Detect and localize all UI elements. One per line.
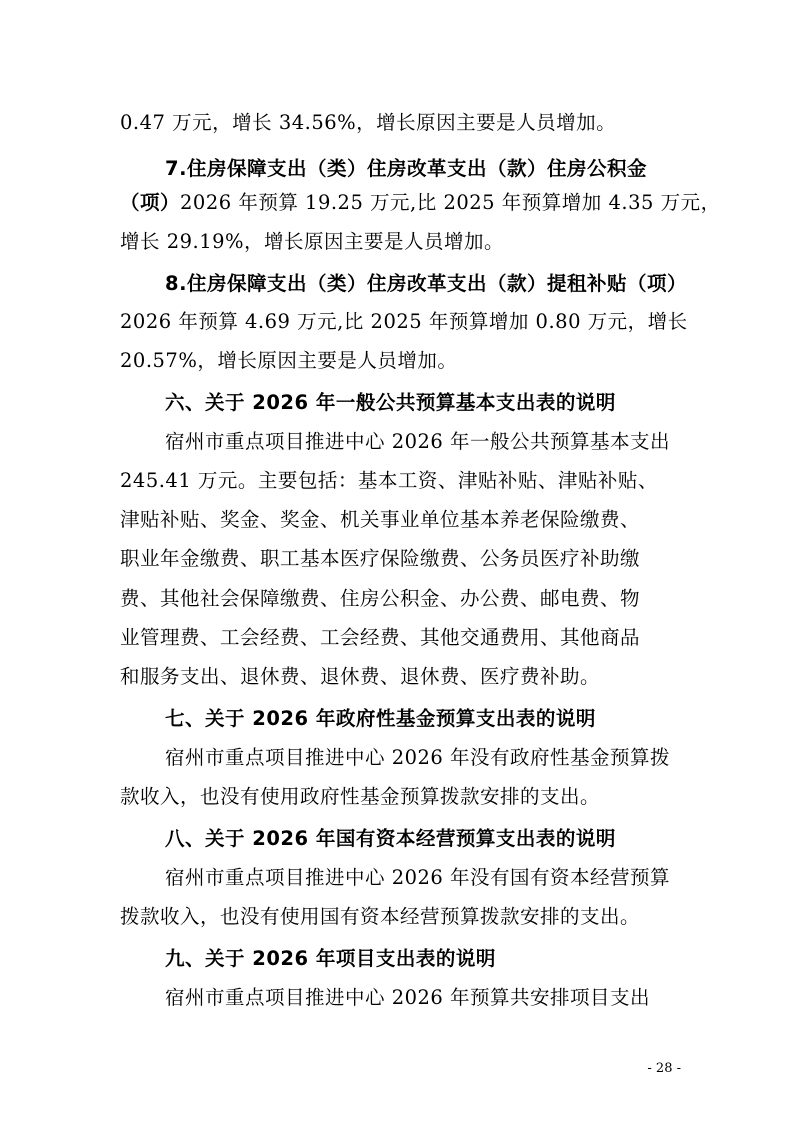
item-heading-7-suffix: （项） xyxy=(120,191,181,214)
body-line-text: 2026 年预算 19.25 万元,比 2025 年预算增加 4.35 万元， xyxy=(180,191,721,214)
body-line: 业管理费、工会经费、工会经费、其他交通费用、其他商品 xyxy=(120,626,641,649)
body-line: 职业年金缴费、职工基本医疗保险缴费、公务员医疗补助缴 xyxy=(120,547,641,570)
body-line: 宿州市重点项目推进中心 2026 年一般公共预算基本支出 xyxy=(165,430,671,453)
page-number: - 28 - xyxy=(647,1061,681,1076)
body-line: 费、其他社会保障缴费、住房公积金、办公费、邮电费、物 xyxy=(120,587,641,610)
body-line: 拨款收入，也没有使用国有资本经营预算拨款安排的支出。 xyxy=(120,905,641,928)
body-line: 宿州市重点项目推进中心 2026 年预算共安排项目支出 xyxy=(165,986,651,1009)
body-line: 宿州市重点项目推进中心 2026 年没有国有资本经营预算 xyxy=(165,866,671,889)
section-heading-8: 八、关于 2026 年国有资本经营预算支出表的说明 xyxy=(165,827,616,850)
item-heading-8: 8.住房保障支出（类）住房改革支出（款）提租补贴（项） xyxy=(165,272,687,295)
body-line: 20.57%，增长原因主要是人员增加。 xyxy=(120,349,458,372)
section-heading-6: 六、关于 2026 年一般公共预算基本支出表的说明 xyxy=(165,391,616,414)
body-line: 津贴补贴、奖金、奖金、机关事业单位基本养老保险缴费、 xyxy=(120,508,641,531)
section-heading-7: 七、关于 2026 年政府性基金预算支出表的说明 xyxy=(165,707,596,730)
body-line xyxy=(120,191,721,215)
section-heading-9: 九、关于 2026 年项目支出表的说明 xyxy=(165,947,496,970)
body-line: 2026 年预算 4.69 万元,比 2025 年预算增加 0.80 万元，增长 xyxy=(120,310,688,333)
body-line: 款收入，也没有使用政府性基金预算拨款安排的支出。 xyxy=(120,785,601,808)
body-line: 245.41 万元。主要包括：基本工资、津贴补贴、津贴补贴、 xyxy=(120,469,658,492)
body-line: 0.47 万元，增长 34.56%，增长原因主要是人员增加。 xyxy=(120,111,617,134)
body-line: 增长 29.19%，增长原因主要是人员增加。 xyxy=(120,230,505,253)
item-heading-7: 7.住房保障支出（类）住房改革支出（款）住房公积金 xyxy=(165,157,647,180)
body-line: 和服务支出、退休费、退休费、退休费、医疗费补助。 xyxy=(120,665,601,688)
body-line: 宿州市重点项目推进中心 2026 年没有政府性基金预算拨 xyxy=(165,746,671,769)
